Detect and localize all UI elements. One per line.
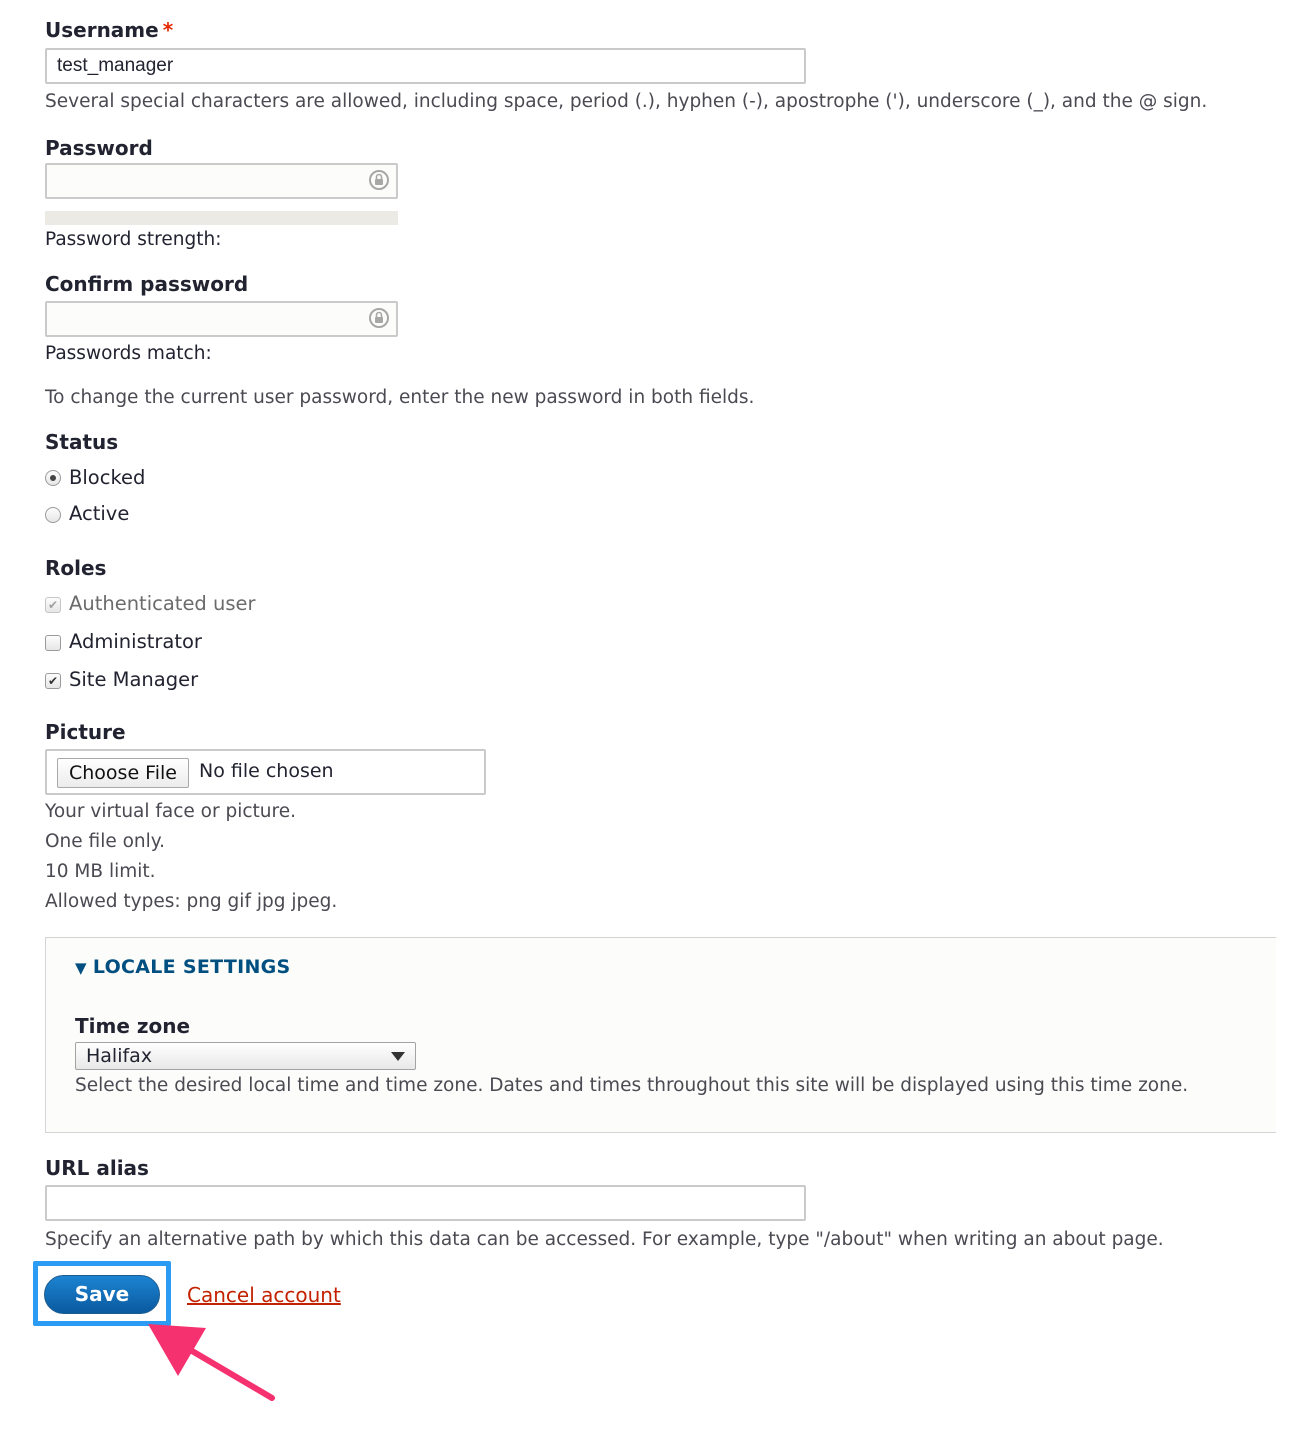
picture-description-2: One file only. [45,831,165,852]
role-authenticated-checkbox: ✔ [45,597,61,613]
timezone-description: Select the desired local time and time zone. Dates and times throughout this site will be displayed using this time zone. [75,1075,1189,1096]
password-description: To change the current user password, enter the new password in both fields. [45,387,755,408]
annotation-arrow-icon [140,1318,280,1408]
timezone-select[interactable] [75,1042,416,1070]
picture-description-3: 10 MB limit. [45,861,156,882]
role-site-manager-label[interactable]: Site Manager [69,668,199,691]
role-authenticated-label: Authenticated user [69,592,256,615]
locale-settings-toggle[interactable] [75,956,291,978]
locale-settings-summary[interactable]: LOCALE SETTINGS [92,956,291,978]
password-strength-bar [45,211,398,225]
username-input[interactable] [45,48,806,84]
password-label: Password [45,136,153,160]
save-button[interactable]: Save [44,1275,160,1314]
roles-label: Roles [45,556,107,580]
password-manager-icon[interactable] [368,169,390,191]
status-label: Status [45,430,119,454]
url-alias-description: Specify an alternative path by which this data can be accessed. For example, type "/about" when writing an about page. [45,1229,1164,1250]
picture-label: Picture [45,720,126,744]
status-blocked-radio[interactable] [45,470,61,486]
confirm-password-field-wrapper [45,301,398,338]
url-alias-input[interactable] [45,1185,806,1221]
role-administrator-checkbox[interactable] [45,635,61,651]
confirm-password-label: Confirm password [45,272,249,296]
picture-file-input[interactable] [45,749,486,795]
picture-description-4: Allowed types: png gif jpg jpeg. [45,891,338,912]
status-active-radio[interactable] [45,507,61,523]
username-label-text: Username [45,18,159,42]
role-site-manager-checkbox[interactable]: ✔ [45,673,61,689]
password-strength-text: Password strength: [45,229,222,250]
confirm-password-input[interactable] [45,301,398,337]
username-label [45,18,173,42]
cancel-account-link[interactable]: Cancel account [187,1283,341,1307]
passwords-match-text: Passwords match: [45,343,212,364]
url-alias-label: URL alias [45,1156,149,1180]
password-input[interactable] [45,163,398,199]
required-marker: * [162,18,174,42]
password-manager-icon[interactable] [368,307,390,329]
status-blocked-label[interactable]: Blocked [69,466,146,489]
dropdown-arrow-icon [391,1052,405,1061]
picture-description-1: Your virtual face or picture. [45,801,296,822]
file-status-text: No file chosen [199,760,334,782]
password-field-wrapper [45,163,398,200]
timezone-label: Time zone [75,1014,191,1038]
choose-file-button[interactable]: Choose File [57,758,189,788]
username-description: Several special characters are allowed, including space, period (.), hyphen (-), apostrophe ('), underscore (_), and the @ sign. [45,91,1208,112]
timezone-selected-value: Halifax [86,1045,153,1067]
status-active-label[interactable]: Active [69,502,130,525]
triangle-down-icon: ▼ [75,959,87,977]
role-administrator-label[interactable]: Administrator [69,630,202,653]
